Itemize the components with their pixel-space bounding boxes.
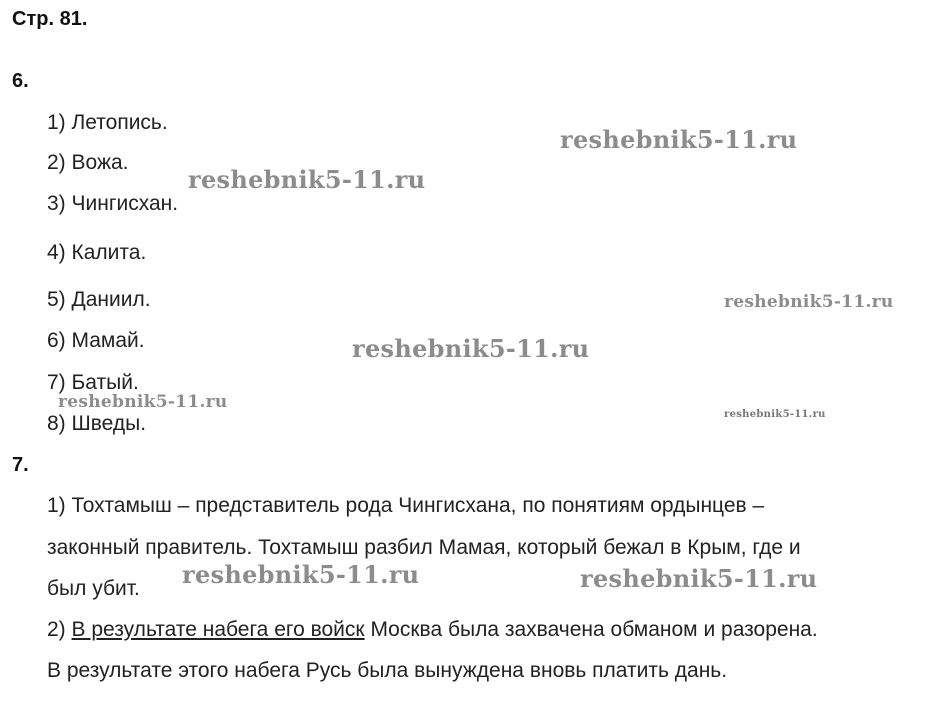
task-7-line-5: В результате этого набега Русь была вынуждена вновь платить дань.	[47, 659, 728, 682]
task-7-line-2: законный правитель. Тохтамыш разбил Мамая, который бежал в Крым, где и	[47, 536, 801, 559]
watermark: reshebnik5-11.ru	[580, 564, 818, 593]
task-6-answer-3: 3) Чингисхан.	[47, 192, 179, 215]
task-7-line-4-rest: Москва была захвачена обманом и разорена.	[364, 618, 818, 641]
task-6-answer-8: 8) Шведы.	[47, 412, 147, 435]
task-7-line-1: 1) Тохтамыш – представитель рода Чингисхана, по понятиям ордынцев –	[47, 494, 765, 517]
watermark: reshebnik5-11.ru	[352, 334, 590, 363]
task-7-line-4	[47, 618, 818, 642]
task-6-number: 6.	[12, 70, 29, 92]
watermark: reshebnik5-11.ru	[182, 560, 420, 589]
task-7-line-3: был убит.	[47, 577, 140, 600]
watermark: reshebnik5-11.ru	[724, 409, 826, 420]
watermark: reshebnik5-11.ru	[58, 392, 228, 412]
task-6-answer-7: 7) Батый.	[47, 371, 139, 394]
page-heading: Стр. 81.	[12, 8, 88, 30]
task-6-answer-4: 4) Калита.	[47, 241, 147, 264]
task-7-underlined-phrase: В результате набега его войск	[71, 618, 365, 641]
watermark: reshebnik5-11.ru	[188, 165, 426, 194]
task-6-answer-5: 5) Даниил.	[47, 288, 151, 311]
task-6-answer-6: 6) Мамай.	[47, 329, 145, 352]
task-7-line-4-prefix: 2)	[47, 618, 72, 641]
task-6-answer-1: 1) Летопись.	[47, 111, 168, 134]
task-6-answer-2: 2) Вожа.	[47, 151, 129, 174]
watermark: reshebnik5-11.ru	[560, 125, 798, 154]
task-7-number: 7.	[12, 454, 29, 476]
watermark: reshebnik5-11.ru	[724, 292, 894, 312]
